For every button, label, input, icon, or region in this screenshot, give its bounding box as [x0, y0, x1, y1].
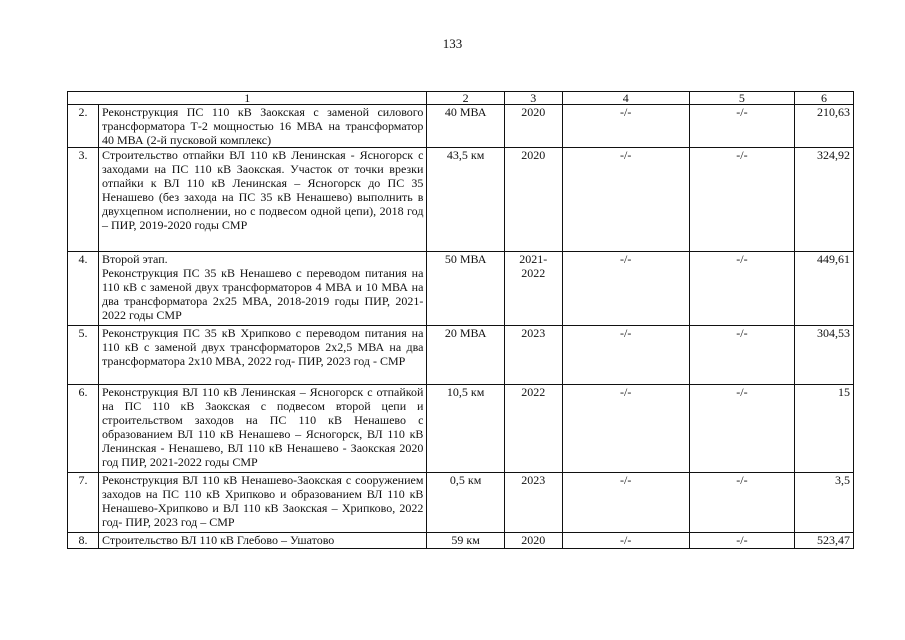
- row-amount: 210,63: [795, 105, 854, 148]
- row-description: Реконструкция ВЛ 110 кВ Ненашево-Заокская с сооружением заходов на ПС 110 кВ Хрипково и образованием ВЛ 110 кВ Ненашево-Хрипково и ВЛ 110 кВ Заокская – Хрипково, 2022 год- ПИР, 2023 год – СМР: [98, 473, 426, 533]
- row-description: Строительство ВЛ 110 кВ Глебово – Ушатово: [98, 533, 426, 549]
- header-col-2: 2: [427, 92, 504, 105]
- row-number: 4.: [68, 252, 99, 326]
- row-description: [98, 252, 426, 326]
- table-row: [68, 533, 854, 549]
- row-capacity: 40 МВА: [427, 105, 504, 148]
- row-col-5: -/-: [689, 473, 794, 533]
- row-col-4: -/-: [562, 105, 689, 148]
- row-amount: 15: [795, 385, 854, 473]
- row-capacity: 0,5 км: [427, 473, 504, 533]
- row-col-4: -/-: [562, 473, 689, 533]
- row-year: 2020: [504, 533, 562, 549]
- row-col-5: -/-: [689, 385, 794, 473]
- page-number: 133: [442, 36, 463, 51]
- header-col-3: 3: [504, 92, 562, 105]
- table-row: [68, 385, 854, 473]
- row-description-title: Второй этап.: [101, 252, 168, 266]
- table-row: [68, 326, 854, 385]
- row-year: 2023: [504, 473, 562, 533]
- header-col-5: 5: [689, 92, 794, 105]
- row-capacity: 59 км: [427, 533, 504, 549]
- header-row: [68, 92, 854, 105]
- row-col-4: -/-: [562, 326, 689, 385]
- row-description: Реконструкция ВЛ 110 кВ Ленинская – Ясногорск с отпайкой на ПС 110 кВ Заокская с подвесом второй цепи и строительством заходов на ПС 110 кВ Ненашево с образованием ВЛ 110 кВ Ненашево – Ясногорск, ВЛ 110 кВ Ленинская - Ненашево, ВЛ 110 кВ Ненашево - Заокская 2020 год ПИР, 2021-2022 годы СМР: [98, 385, 426, 473]
- header-col-6: 6: [795, 92, 854, 105]
- row-amount: 523,47: [795, 533, 854, 549]
- row-col-5: -/-: [689, 252, 794, 326]
- row-amount: 449,61: [795, 252, 854, 326]
- row-capacity: 50 МВА: [427, 252, 504, 326]
- investment-table: [67, 91, 854, 549]
- row-col-5: -/-: [689, 533, 794, 549]
- row-col-4: -/-: [562, 252, 689, 326]
- row-number: 7.: [68, 473, 99, 533]
- row-description: Реконструкция ПС 110 кВ Заокская с заменой силового трансформатора Т-2 мощностью 16 МВА на трансформатор 40 МВА (2-й пусковой комплекс): [98, 105, 426, 148]
- table-row: [68, 105, 854, 148]
- row-number: 8.: [68, 533, 99, 549]
- table-header: [68, 92, 854, 105]
- row-year: 2020: [504, 148, 562, 252]
- row-year: 2021- 2022: [504, 252, 562, 326]
- row-year: 2023: [504, 326, 562, 385]
- row-amount: 324,92: [795, 148, 854, 252]
- row-capacity: 43,5 км: [427, 148, 504, 252]
- row-description-text: Реконструкция ПС 35 кВ Ненашево с переводом питания на 110 кВ с заменой двух трансформаторов 4 МВА и 10 МВА на два трансформатора 2х25 МВА, 2018-2019 годы ПИР, 2021-2022 годы СМР: [101, 266, 424, 322]
- row-col-5: -/-: [689, 148, 794, 252]
- row-number: 5.: [68, 326, 99, 385]
- row-year: 2022: [504, 385, 562, 473]
- row-capacity: 20 МВА: [427, 326, 504, 385]
- header-col-1: 1: [68, 92, 427, 105]
- row-description: Реконструкция ПС 35 кВ Хрипково с переводом питания на 110 кВ с заменой двух трансформаторов 2х2,5 МВА на два трансформатора 2х10 МВА, 2022 год- ПИР, 2023 год - СМР: [98, 326, 426, 385]
- header-col-4: 4: [562, 92, 689, 105]
- row-number: 2.: [68, 105, 99, 148]
- row-capacity: 10,5 км: [427, 385, 504, 473]
- table-row: [68, 473, 854, 533]
- row-amount: 3,5: [795, 473, 854, 533]
- row-number: 6.: [68, 385, 99, 473]
- row-col-4: -/-: [562, 533, 689, 549]
- row-description: Строительство отпайки ВЛ 110 кВ Ленинская - Ясногорск с заходами на ПС 110 кВ Заокская. Участок от точки врезки отпайки к ВЛ 110 кВ Ленинская – Ясногорск до ПС 35 Ненашево (без захода на ПС 35 кВ Ненашево) выполнить в двухцепном исполнении, но с подвесом одной цепи), 2018 год – ПИР, 2019-2020 годы СМР: [98, 148, 426, 252]
- row-year: 2020: [504, 105, 562, 148]
- table-row: [68, 252, 854, 326]
- table-body: [68, 105, 854, 549]
- table-row: [68, 148, 854, 252]
- row-col-4: -/-: [562, 385, 689, 473]
- row-number: 3.: [68, 148, 99, 252]
- row-col-5: -/-: [689, 105, 794, 148]
- row-col-4: -/-: [562, 148, 689, 252]
- row-col-5: -/-: [689, 326, 794, 385]
- row-amount: 304,53: [795, 326, 854, 385]
